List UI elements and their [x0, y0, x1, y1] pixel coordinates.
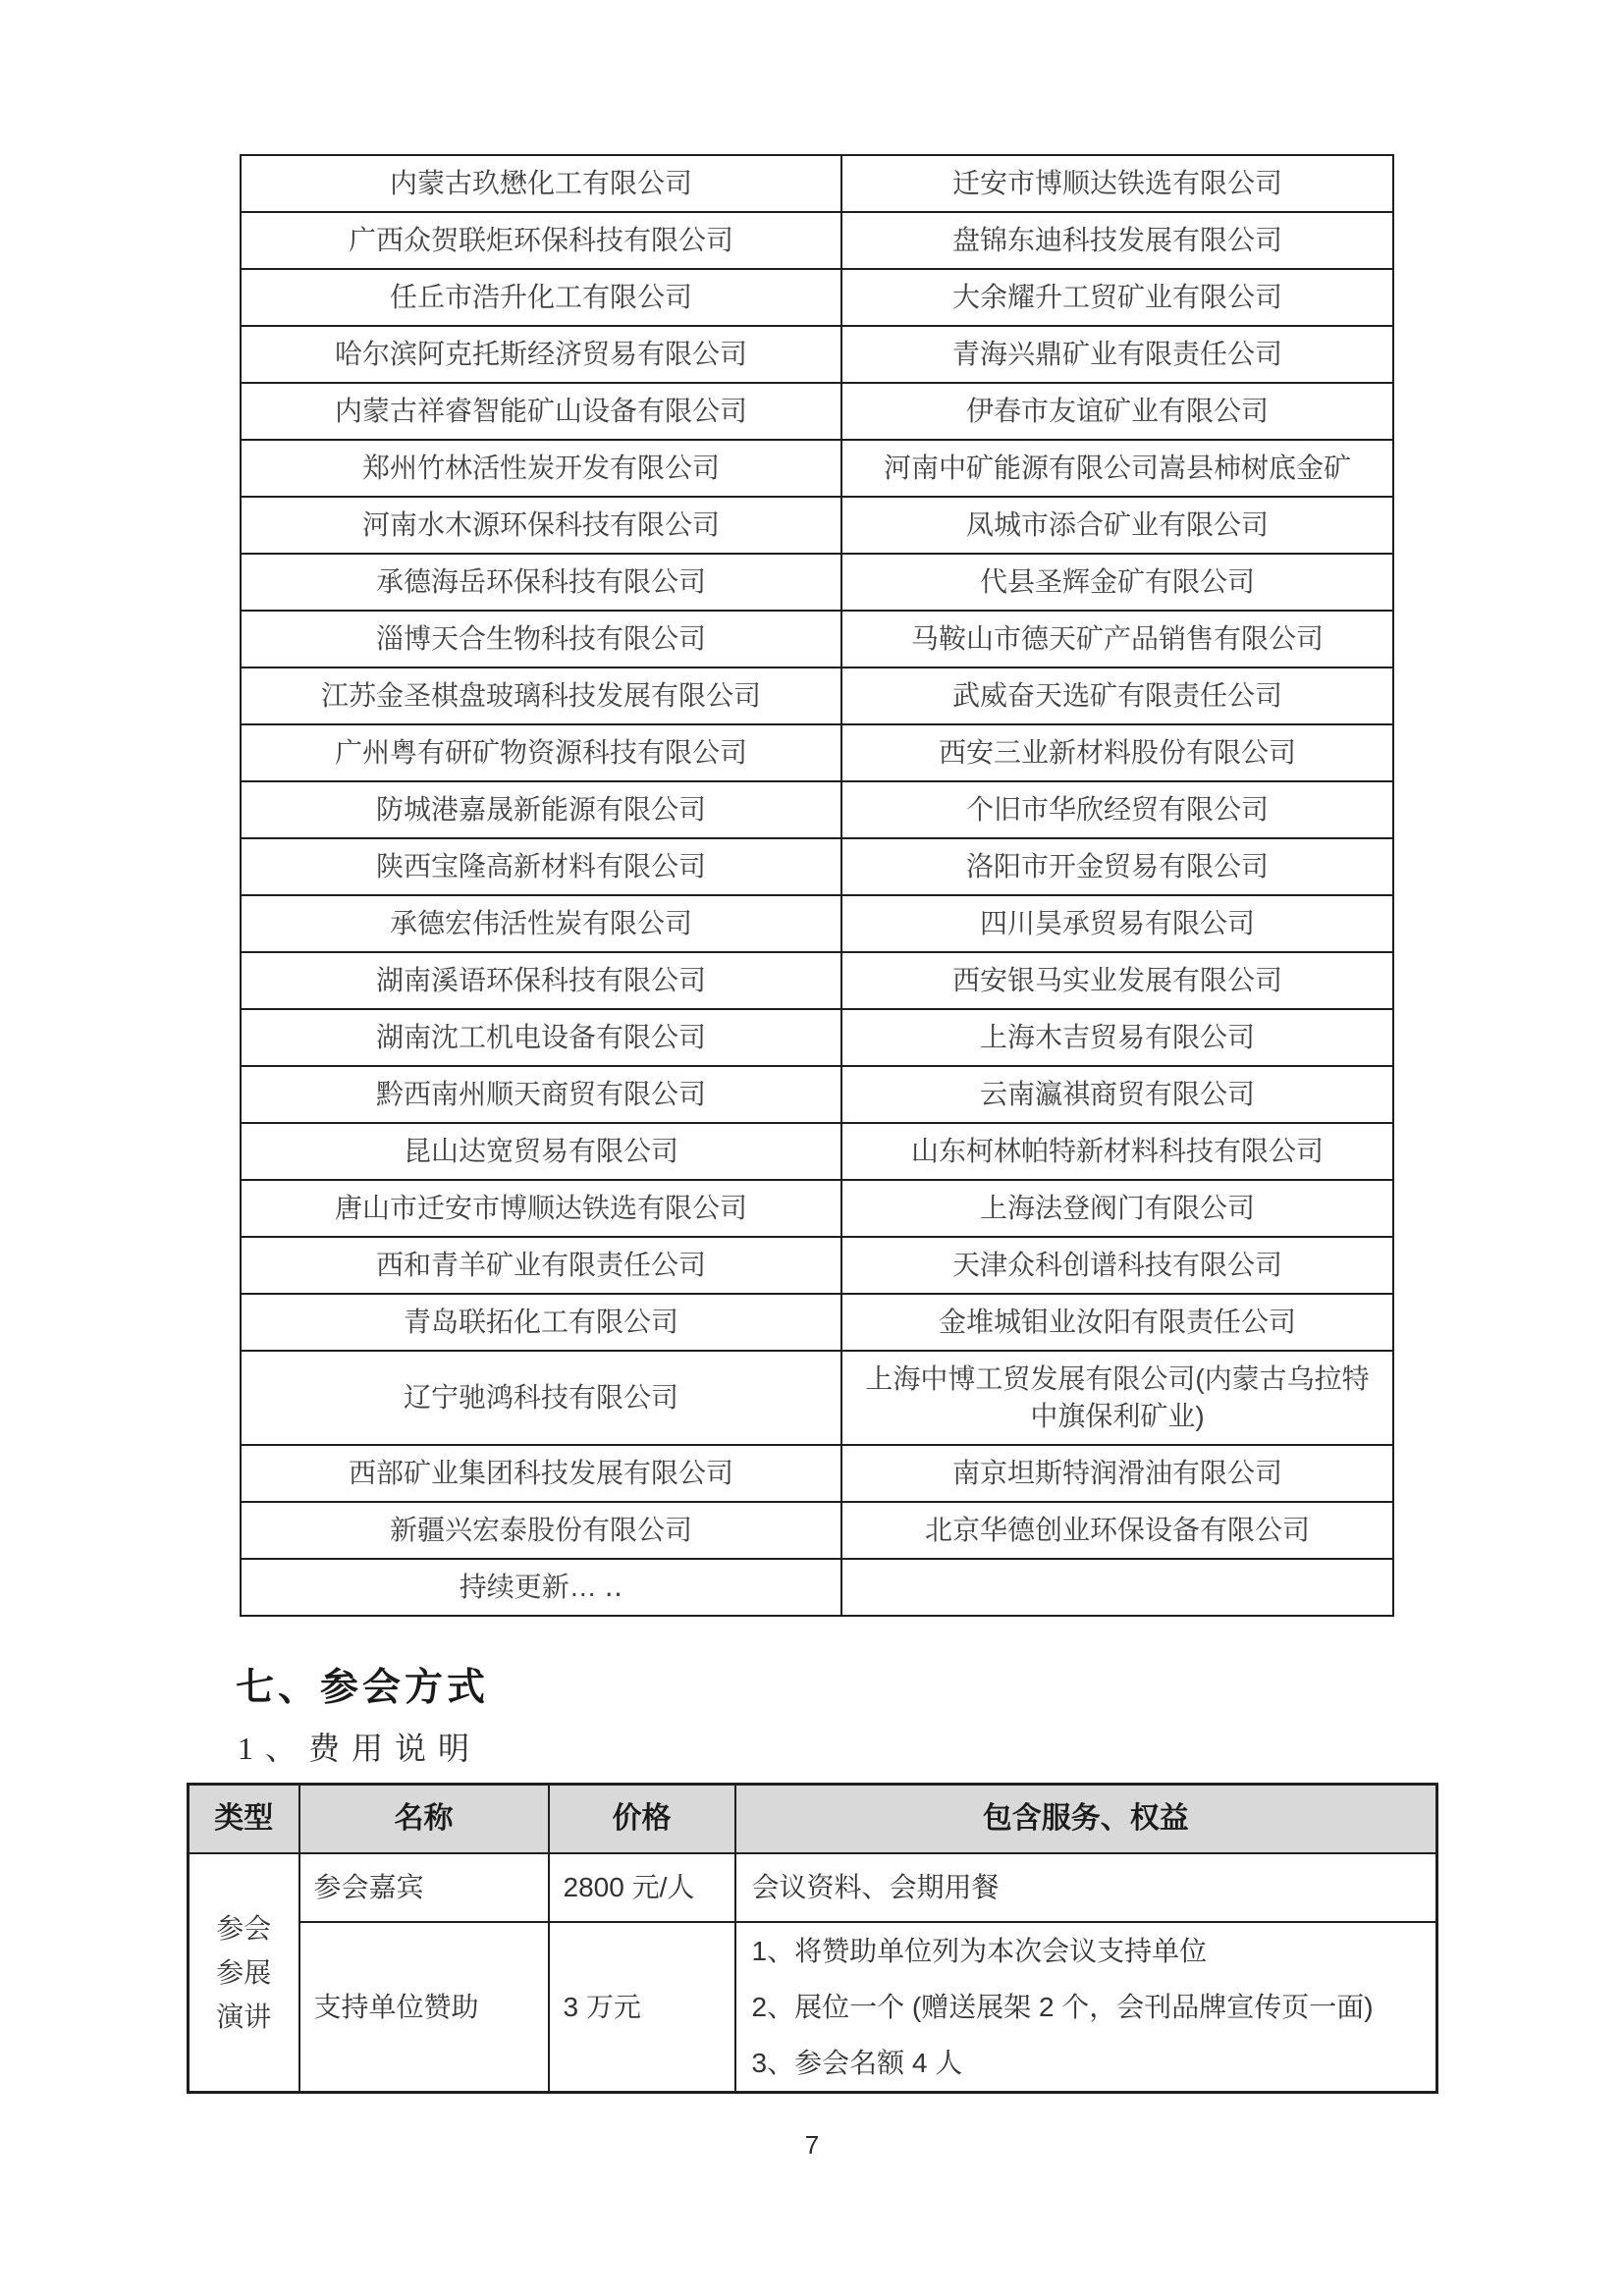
- company-table-row: [241, 326, 1393, 383]
- company-cell-right: 凤城市添合矿业有限公司: [841, 497, 1393, 554]
- company-cell-right: 武威奋天选矿有限责任公司: [841, 667, 1393, 724]
- company-cell-right: 马鞍山市德天矿产品销售有限公司: [841, 611, 1393, 667]
- fee-type-cell: [189, 1853, 299, 2093]
- company-table-row: [241, 1180, 1393, 1237]
- company-table-row: [241, 212, 1393, 269]
- company-cell-right: 洛阳市开金贸易有限公司: [841, 838, 1393, 895]
- company-cell-right: 迁安市博顺达铁选有限公司: [841, 155, 1393, 212]
- company-cell-left: 承德海岳环保科技有限公司: [241, 554, 841, 611]
- company-cell-left: 陕西宝隆高新材料有限公司: [241, 838, 841, 895]
- fee-subheading: 1、费用说明: [238, 1731, 482, 1766]
- company-cell-right: 上海木吉贸易有限公司: [841, 1009, 1393, 1066]
- company-table-row: [241, 383, 1393, 440]
- company-cell-left: 内蒙古玖懋化工有限公司: [241, 155, 841, 212]
- fee-row-sponsor: [189, 1922, 1437, 2093]
- company-cell-left: 郑州竹林活性炭开发有限公司: [241, 440, 841, 497]
- fee-row-guest: [189, 1853, 1437, 1922]
- fee-header-type: 类型: [189, 1785, 299, 1854]
- company-cell-left: 广州粤有研矿物资源科技有限公司: [241, 724, 841, 781]
- company-cell-left: 湖南溪语环保科技有限公司: [241, 952, 841, 1009]
- company-table-row: [241, 1237, 1393, 1294]
- company-cell-right: 盘锦东迪科技发展有限公司: [841, 212, 1393, 269]
- company-cell-left: 湖南沈工机电设备有限公司: [241, 1009, 841, 1066]
- page-number: 7: [804, 2130, 820, 2160]
- company-table-row: [241, 781, 1393, 838]
- fee-name-guest: 参会嘉宾: [299, 1853, 549, 1922]
- company-table-row: [241, 1445, 1393, 1502]
- company-cell-left: 广西众贺联炬环保科技有限公司: [241, 212, 841, 269]
- company-table-row: [241, 838, 1393, 895]
- company-cell-right: 天津众科创谱科技有限公司: [841, 1237, 1393, 1294]
- company-table-row: [241, 1009, 1393, 1066]
- company-cell-left: 唐山市迁安市博顺达铁选有限公司: [241, 1180, 841, 1237]
- fee-benefits-sponsor: [735, 1922, 1437, 2093]
- company-cell-left: 任丘市浩升化工有限公司: [241, 269, 841, 326]
- company-table-body: [241, 155, 1393, 1616]
- company-cell-left: 承德宏伟活性炭有限公司: [241, 895, 841, 952]
- company-cell-right: 金堆城钼业汝阳有限责任公司: [841, 1294, 1393, 1351]
- company-cell-left: 新疆兴宏泰股份有限公司: [241, 1502, 841, 1559]
- company-cell-left: 哈尔滨阿克托斯经济贸易有限公司: [241, 326, 841, 383]
- participant-companies-table: [240, 154, 1394, 1617]
- company-table-row: [241, 497, 1393, 554]
- company-cell-right: 河南中矿能源有限公司嵩县柿树底金矿: [841, 440, 1393, 497]
- company-cell-right: 四川昊承贸易有限公司: [841, 895, 1393, 952]
- fee-table-header: [189, 1785, 1437, 1854]
- company-cell-right: 青海兴鼎矿业有限责任公司: [841, 326, 1393, 383]
- company-cell-right: 云南瀛祺商贸有限公司: [841, 1066, 1393, 1123]
- fee-name-sponsor: 支持单位赞助: [299, 1922, 549, 2093]
- company-table-row: [241, 155, 1393, 212]
- fee-benefits-guest: 会议资料、会期用餐: [735, 1853, 1437, 1922]
- fee-header-name: 名称: [299, 1785, 549, 1854]
- company-cell-right: 大余耀升工贸矿业有限公司: [841, 269, 1393, 326]
- company-cell-left: 淄博天合生物科技有限公司: [241, 611, 841, 667]
- company-cell-left: 西部矿业集团科技发展有限公司: [241, 1445, 841, 1502]
- company-cell-right: 山东柯林帕特新材料科技有限公司: [841, 1123, 1393, 1180]
- fee-price-guest: 2800 元/人: [549, 1853, 735, 1922]
- benefit-line: 2、展位一个 (赠送展架 2 个，会刊品牌宣传页一面): [751, 1992, 1374, 2022]
- fee-header-benefits: 包含服务、权益: [735, 1785, 1437, 1854]
- benefit-line: 1、将赞助单位列为本次会议支持单位: [751, 1936, 1208, 1966]
- company-cell-right: 上海中博工贸发展有限公司(内蒙古乌拉特中旗保利矿业): [841, 1351, 1393, 1445]
- company-table-row: [241, 440, 1393, 497]
- fee-table-body: [189, 1853, 1437, 2093]
- benefit-line: 3、参会名额 4 人: [751, 2048, 963, 2078]
- company-cell-right: 西安三业新材料股份有限公司: [841, 724, 1393, 781]
- fee-price-sponsor: 3 万元: [549, 1922, 735, 2093]
- company-table-row: [241, 1351, 1393, 1445]
- company-cell-right: 个旧市华欣经贸有限公司: [841, 781, 1393, 838]
- company-cell-left: 西和青羊矿业有限责任公司: [241, 1237, 841, 1294]
- company-cell-left: 持续更新… ‥: [241, 1559, 841, 1616]
- company-table-row: [241, 269, 1393, 326]
- company-cell-left: 内蒙古祥睿智能矿山设备有限公司: [241, 383, 841, 440]
- company-cell-right: 南京坦斯特润滑油有限公司: [841, 1445, 1393, 1502]
- company-table-row: [241, 554, 1393, 611]
- company-cell-left: 昆山达宽贸易有限公司: [241, 1123, 841, 1180]
- company-table-row: [241, 1559, 1393, 1616]
- fee-type-line: 参会: [216, 1913, 272, 1944]
- company-cell-right: 伊春市友谊矿业有限公司: [841, 383, 1393, 440]
- company-table-row: [241, 1123, 1393, 1180]
- company-cell-left: 黔西南州顺天商贸有限公司: [241, 1066, 841, 1123]
- company-table-row: [241, 1502, 1393, 1559]
- company-cell-left: 辽宁驰鸿科技有限公司: [241, 1351, 841, 1445]
- company-cell-left: 青岛联拓化工有限公司: [241, 1294, 841, 1351]
- fee-type-line: 演讲: [216, 2002, 272, 2032]
- fee-header-row: [189, 1785, 1437, 1854]
- fee-type-line: 参展: [216, 1957, 272, 1988]
- fee-header-price: 价格: [549, 1785, 735, 1854]
- company-cell-right: [841, 1559, 1393, 1616]
- company-table-row: [241, 724, 1393, 781]
- company-table-row: [241, 667, 1393, 724]
- company-cell-left: 江苏金圣棋盘玻璃科技发展有限公司: [241, 667, 841, 724]
- company-cell-left: 防城港嘉晟新能源有限公司: [241, 781, 841, 838]
- company-cell-right: 上海法登阀门有限公司: [841, 1180, 1393, 1237]
- company-cell-right: 代县圣辉金矿有限公司: [841, 554, 1393, 611]
- company-table-row: [241, 952, 1393, 1009]
- company-cell-left: 河南水木源环保科技有限公司: [241, 497, 841, 554]
- company-table-row: [241, 1294, 1393, 1351]
- fee-table: [187, 1783, 1438, 2094]
- company-table-row: [241, 895, 1393, 952]
- section-heading: 七、参会方式: [236, 1667, 490, 1709]
- company-cell-right: 北京华德创业环保设备有限公司: [841, 1502, 1393, 1559]
- company-table-row: [241, 611, 1393, 667]
- company-cell-right: 西安银马实业发展有限公司: [841, 952, 1393, 1009]
- company-table-row: [241, 1066, 1393, 1123]
